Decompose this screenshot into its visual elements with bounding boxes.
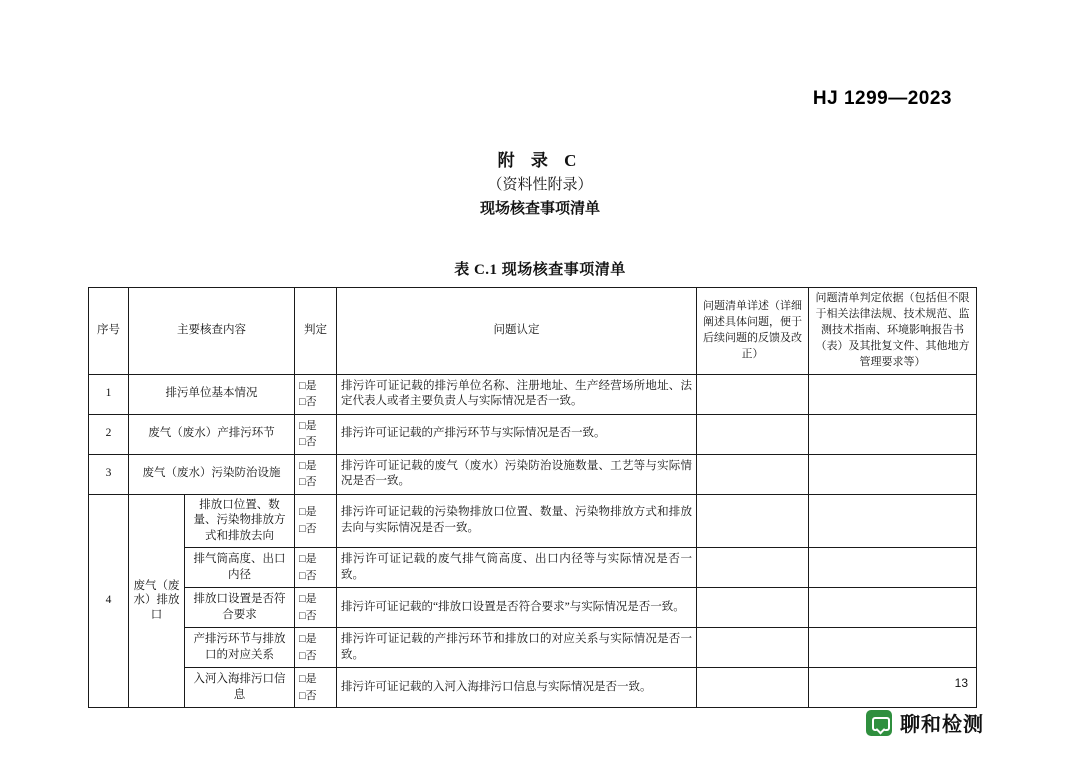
row-identification: 排污许可证记载的“排放口设置是否符合要求”与实际情况是否一致。 (337, 588, 697, 628)
sub-label: 排放口设置是否符合要求 (185, 588, 295, 628)
row-detail-input[interactable] (697, 628, 809, 668)
checkbox-yes[interactable]: □是 (299, 633, 317, 646)
row-no: 1 (89, 374, 129, 414)
appendix-title-block (0, 148, 1080, 221)
checkbox-yes[interactable]: □是 (299, 419, 317, 432)
row-detail-input[interactable] (697, 668, 809, 708)
judge-checkboxes[interactable] (295, 588, 337, 628)
row-detail-input[interactable] (697, 454, 809, 494)
row-detail-input[interactable] (697, 588, 809, 628)
judge-checkboxes[interactable] (295, 548, 337, 588)
row-identification: 排污许可证记载的产排污环节和排放口的对应关系与实际情况是否一致。 (337, 628, 697, 668)
header-judge: 判定 (295, 288, 337, 375)
row-basis-input[interactable] (809, 588, 977, 628)
checkbox-no[interactable]: □否 (299, 522, 317, 535)
appendix-subtitle: （资料性附录） (487, 177, 593, 194)
group-label: 废气（废水）排放口 (129, 494, 185, 708)
row-detail-input[interactable] (697, 414, 809, 454)
checkbox-yes[interactable]: □是 (299, 593, 317, 606)
row-basis-input[interactable] (809, 454, 977, 494)
row-main-content: 排污单位基本情况 (129, 374, 295, 414)
judge-checkboxes[interactable] (295, 494, 337, 548)
judge-checkboxes[interactable] (295, 454, 337, 494)
row-basis-input[interactable] (809, 548, 977, 588)
table-row (89, 374, 977, 414)
judge-checkboxes[interactable] (295, 628, 337, 668)
row-identification: 排污许可证记载的废气排气筒高度、出口内径等与实际情况是否一致。 (337, 548, 697, 588)
row-identification: 排污许可证记载的产排污环节与实际情况是否一致。 (337, 414, 697, 454)
table-row (89, 454, 977, 494)
row-no: 2 (89, 414, 129, 454)
row-identification: 排污许可证记载的入河入海排污口信息与实际情况是否一致。 (337, 668, 697, 708)
checkbox-no[interactable]: □否 (299, 436, 317, 449)
header-identification: 问题认定 (337, 288, 697, 375)
table-row (89, 588, 977, 628)
table-header-row (89, 288, 977, 375)
judge-checkboxes[interactable] (295, 668, 337, 708)
header-no: 序号 (89, 288, 129, 375)
row-basis-input[interactable] (809, 414, 977, 454)
checkbox-yes[interactable]: □是 (299, 379, 317, 392)
row-detail-input[interactable] (697, 494, 809, 548)
row-no: 4 (89, 494, 129, 708)
row-basis-input[interactable] (809, 668, 977, 708)
table-row (89, 548, 977, 588)
row-main-content: 废气（废水）污染防治设施 (129, 454, 295, 494)
sub-label: 排气筒高度、出口内径 (185, 548, 295, 588)
row-identification: 排污许可证记载的污染物排放口位置、数量、污染物排放方式和排放去向与实际情况是否一致。 (337, 494, 697, 548)
checkbox-no[interactable]: □否 (299, 396, 317, 409)
header-main-content: 主要核查内容 (129, 288, 295, 375)
checkbox-yes[interactable]: □是 (299, 673, 317, 686)
table-row (89, 628, 977, 668)
sub-label: 入河入海排污口信息 (185, 668, 295, 708)
checkbox-no[interactable]: □否 (299, 476, 317, 489)
checkbox-yes[interactable]: □是 (299, 459, 317, 472)
row-identification: 排污许可证记载的排污单位名称、注册地址、生产经营场所地址、法定代表人或者主要负责人与实际情况是否一致。 (337, 374, 697, 414)
checkbox-yes[interactable]: □是 (299, 553, 317, 566)
table-row (89, 494, 977, 548)
watermark-text: 聊和检测 (900, 714, 984, 736)
row-basis-input[interactable] (809, 494, 977, 548)
row-basis-input[interactable] (809, 374, 977, 414)
table-row (89, 668, 977, 708)
checkbox-no[interactable]: □否 (299, 649, 317, 662)
standard-code: HJ 1299—2023 (812, 88, 952, 109)
appendix-title: 附 录 C (497, 151, 583, 170)
header-basis: 问题清单判定依据（包括但不限于相关法律法规、技术规范、监测技术指南、环境影响报告书（表）及其批复文件、其他地方管理要求等） (809, 288, 977, 375)
row-no: 3 (89, 454, 129, 494)
row-detail-input[interactable] (697, 548, 809, 588)
checkbox-no[interactable]: □否 (299, 689, 317, 702)
table-caption: 表 C.1 现场核查事项清单 (454, 262, 626, 278)
row-basis-input[interactable] (809, 628, 977, 668)
appendix-name: 现场核查事项清单 (479, 200, 600, 217)
sub-label: 产排污环节与排放口的对应关系 (185, 628, 295, 668)
header-detail: 问题清单详述（详细阐述具体问题，便于后续问题的反馈及改正） (697, 288, 809, 375)
wechat-icon (866, 710, 892, 736)
checkbox-no[interactable]: □否 (299, 569, 317, 582)
checkbox-yes[interactable]: □是 (299, 506, 317, 519)
checklist-table (88, 287, 977, 708)
checkbox-no[interactable]: □否 (299, 609, 317, 622)
row-main-content: 废气（废水）产排污环节 (129, 414, 295, 454)
judge-checkboxes[interactable] (295, 374, 337, 414)
watermark (866, 708, 984, 737)
row-identification: 排污许可证记载的废气（废水）污染防治设施数量、工艺等与实际情况是否一致。 (337, 454, 697, 494)
page-number: 13 (954, 676, 968, 690)
table-row (89, 414, 977, 454)
judge-checkboxes[interactable] (295, 414, 337, 454)
row-detail-input[interactable] (697, 374, 809, 414)
sub-label: 排放口位置、数量、污染物排放方式和排放去向 (185, 494, 295, 548)
